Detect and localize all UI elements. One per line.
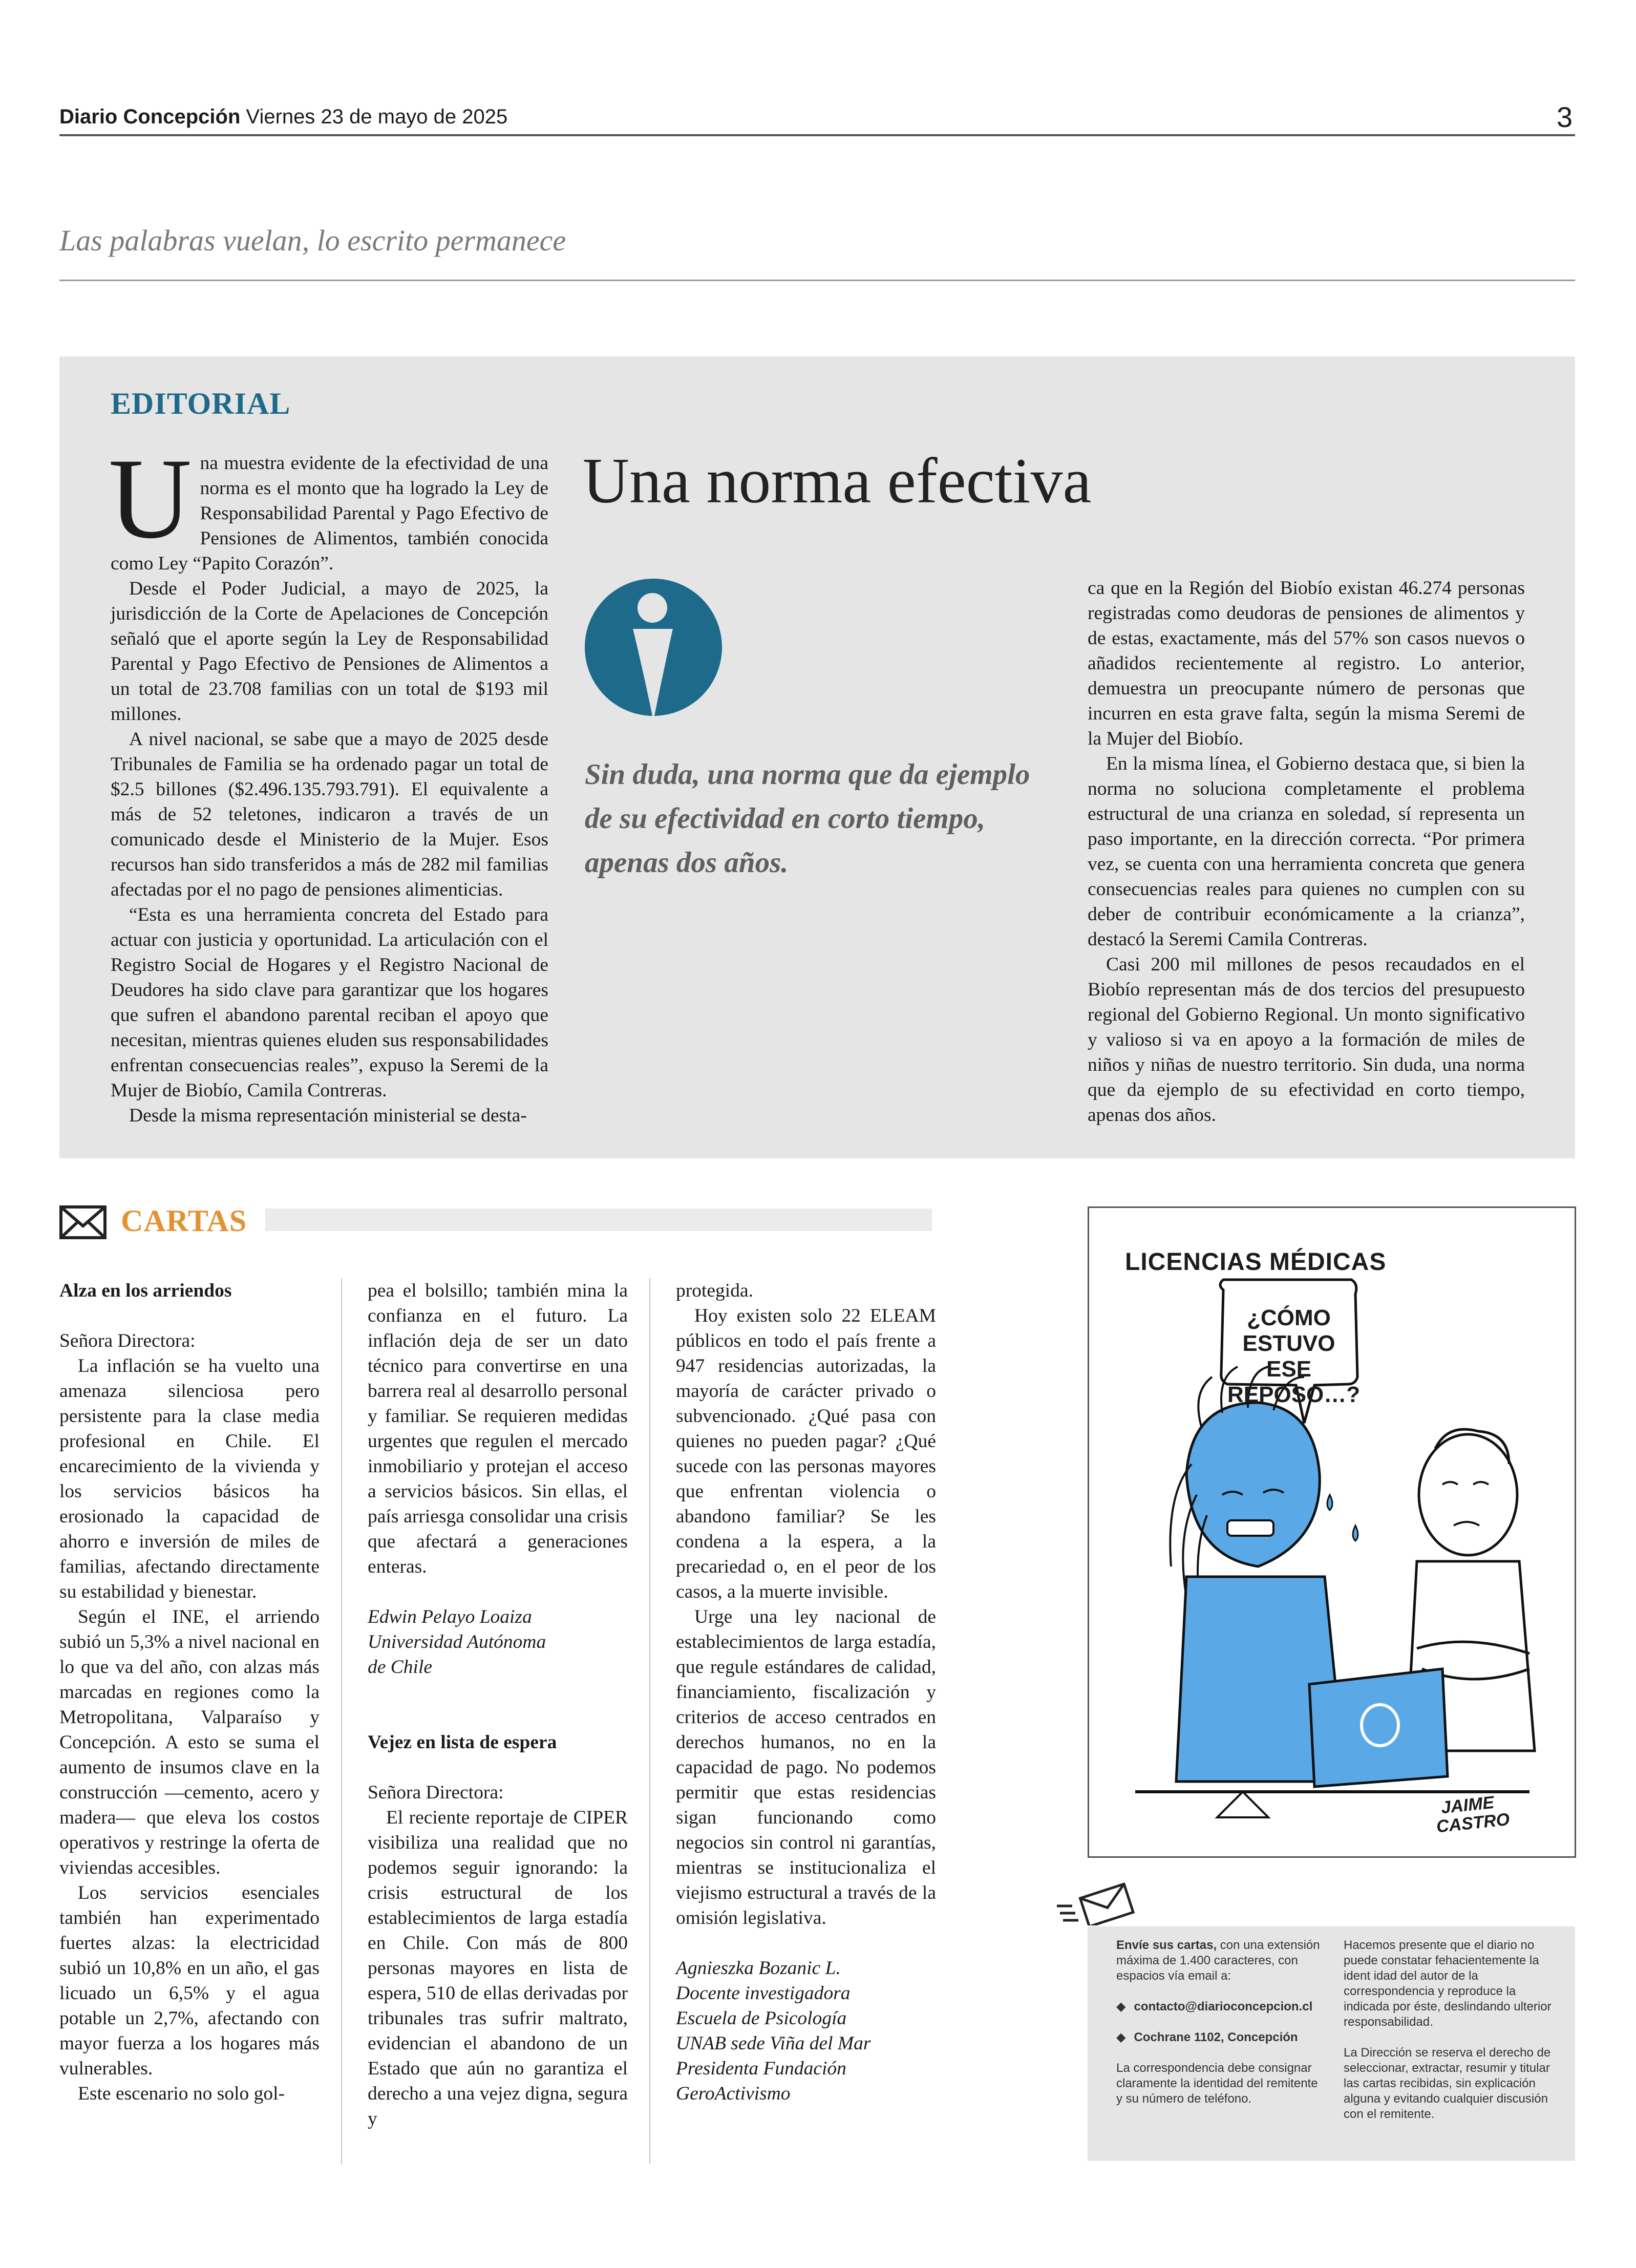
letter-signature-line: Escuela de Psicología bbox=[676, 2008, 847, 2029]
info-icon-dot bbox=[638, 593, 667, 623]
letters-column-2 bbox=[368, 1278, 628, 2131]
editorial-column-3 bbox=[1088, 576, 1525, 1128]
letter-title: Alza en los arriendos bbox=[59, 1280, 232, 1301]
letter-signature-line: de Chile bbox=[368, 1657, 433, 1678]
submission-instructions bbox=[1116, 1938, 1327, 2122]
letter-signature-line: UNAB sede Viña del Mar bbox=[676, 2033, 871, 2054]
section-slogan: Las palabras vuelan, lo escrito permanece bbox=[59, 224, 566, 257]
letter-paragraph: Los servicios esenciales también han experimentado fuertes alzas: la electricidad subió un 10,8% en un año, el gas licuado un 6,5% y el agua potable un 2,7%, afectando con mayor fuerza a los hogares más vulnerables. bbox=[59, 1882, 320, 2079]
letter-salutation: Señora Directora: bbox=[59, 1330, 196, 1351]
drop-cap: U bbox=[109, 434, 192, 562]
cartoon-frame bbox=[1088, 1206, 1576, 1858]
send-mail-icon bbox=[1055, 1882, 1137, 1925]
envelope-icon bbox=[59, 1205, 107, 1239]
letter-paragraph: El reciente reportaje de CIPER visibiliza una realidad que no podemos seguir ignorando: la crisis estructural de los establecimientos de larga estadía en Chile. Con más de 800 personas mayores en lista de espera, 510 de ellas derivadas por tribunales tras sufrir maltrato, evidencian el abandono de un Estado que aún no garantiza el derecho a una vejez digna, segura y bbox=[368, 1807, 628, 2129]
letter-paragraph: La inflación se ha vuelto una amenaza silenciosa pero persistente para la clase media profesional en Chile. El encarecimiento de la vivienda y los servicios básicos ha erosionado la capacidad de ahorro e inversión de miles de familias, afectando directamente su estabilidad y bienestar. bbox=[59, 1355, 320, 1602]
letter-title: Vejez en lista de espera bbox=[368, 1732, 557, 1753]
letter-paragraph: Según el INE, el arriendo subió un 5,3% a nivel nacional en lo que va del año, con alzas más marcadas en regiones como la Metropolitana, Valparaíso y Concepción. A esto se suma el aumento de insumos clave en la construcción —cemento, acero y madera— que eleva los costos operativos y restringe la oferta de viviendas accesibles. bbox=[59, 1606, 320, 1878]
submission-address: ◆ Cochrane 1102, Concepción bbox=[1116, 2030, 1327, 2045]
editorial-section-label: EDITORIAL bbox=[111, 387, 291, 420]
column-divider bbox=[649, 1278, 650, 2164]
editorial-paragraph: A nivel nacional, se sabe que a mayo de 2025 desde Tribunales de Familia se ha ordenado pagar un total de $2.5 billones ($2.496.135.793.791). El equivalente a más de 52 teletones, indicaron a través de un comunicado desde el Ministerio de la Mujer. Esos recursos han sido transferidos a más de 282 mil familias afectadas por el no pago de pensiones alimenticias. bbox=[111, 729, 548, 900]
letters-column-3 bbox=[676, 1278, 936, 2106]
editorial-paragraph: Una muestra evidente de la efectividad de una norma es el monto que ha logrado la Ley de Responsabilidad Parental y Pago Efectivo de Pensiones de Alimentos, también conocida como Ley “Papito Corazón”. bbox=[109, 434, 548, 574]
editorial-pullquote: Sin duda, una norma que da ejemplo de su efectividad en corto tiempo, apenas dos años. bbox=[585, 758, 1030, 879]
disclaimer-paragraph: Hacemos presente que el diario no puede constatar fehacientemente la ident idad del autor de la correspondencia y reproduce la indicada por éste, deslindando ulterior responsabilidad. bbox=[1344, 1938, 1552, 2029]
masthead-date: Viernes 23 de mayo de 2025 bbox=[246, 105, 508, 128]
editorial-paragraph: Desde la misma representación ministerial se desta- bbox=[129, 1105, 527, 1126]
editorial-headline: Una norma efectiva bbox=[583, 446, 1092, 517]
letter-signature-line: Agnieszka Bozanic L. bbox=[676, 1958, 841, 1979]
letter-signature-line: Edwin Pelayo Loaiza bbox=[368, 1606, 532, 1627]
column-divider bbox=[341, 1278, 342, 2164]
letter-signature-line: GeroActivismo bbox=[676, 2083, 791, 2104]
editorial-paragraph: ca que en la Región del Biobío existan 46.274 personas registradas como deudoras de pensiones de alimentos y de estas, exactamente, más del 57% son casos nuevos o añadidos recientemente al registro. Lo anterior, demuestra un preocupante número de personas que incurren en esta grave falta, según la misma Seremi de la Mujer del Biobío. bbox=[1088, 578, 1525, 749]
letter-signature-line: Presidenta Fundación bbox=[676, 2058, 846, 2079]
page-number: 3 bbox=[1557, 101, 1573, 133]
cartas-section-label: CARTAS bbox=[121, 1204, 247, 1238]
letters-column-1 bbox=[59, 1278, 320, 2106]
letter-paragraph: Hoy existen solo 22 ELEAM públicos en todo el país frente a 947 residencias autorizadas, la mayoría de carácter privado o subvencionado. ¿Qué pasa con quienes no pueden pagar? ¿Qué sucede con las personas mayores que enfrentan violencia o abandono familiar? Se les condena a la espera, a la precariedad o, en el peor de los casos, a la muerte invisible. bbox=[676, 1305, 936, 1602]
letter-paragraph: Este escenario no solo gol- bbox=[78, 2083, 285, 2104]
submission-email: ◆ contacto@diarioconcepcion.cl bbox=[1116, 1999, 1327, 2015]
submission-disclaimer bbox=[1344, 1938, 1559, 2137]
letter-paragraph: Urge una ley nacional de establecimientos de larga estadía, que regule estándares de calidad, financiamiento, fiscalización y criterios de acceso centrados en derechos humanos, no en la capacidad de pago. No podemos permitir que estas residencias sigan funcionando como negocios sin control ni garantías, mientras se institucionaliza el viejismo estructural a través de la omisión legislativa. bbox=[676, 1606, 936, 1928]
submission-note: La correspondencia debe consignar claramente la identidad del remitente y su número de teléfono. bbox=[1116, 2061, 1318, 2106]
letter-paragraph: protegida. bbox=[676, 1280, 753, 1301]
masthead bbox=[59, 105, 507, 129]
cartoonist-signature: JAIME CASTRO bbox=[1435, 1792, 1511, 1837]
info-icon-stem bbox=[633, 629, 673, 721]
disclaimer-paragraph: La Dirección se reserva el derecho de seleccionar, extractar, resumir y titular las cartas recibidas, sin explicación alguna y evitando cualquier discusión con el remitente. bbox=[1344, 2046, 1551, 2121]
masthead-name: Diario Concepción bbox=[59, 105, 241, 128]
cartoon-title: LICENCIAS MÉDICAS bbox=[1125, 1248, 1387, 1276]
editorial-paragraph: En la misma línea, el Gobierno destaca que, si bien la norma no soluciona completamente el problema estructural de una crianza en soledad, sí representa un paso importante, en la dirección correcta. “Por primera vez, se cuenta con una herramienta concreta que genera consecuencias reales para quienes no cumplen con su deber de contribuir económicamente a la crianza”, destacó la Seremi Camila Contreras. bbox=[1088, 753, 1525, 950]
letter-paragraph: pea el bolsillo; también mina la confianza en el futuro. La inflación deja de ser un dato técnico para convertirse en una barrera real al desarrollo personal y familiar. Se requieren medidas urgentes que regulen el mercado inmobiliario y protejan el acceso a servicios básicos. Sin ellas, el país arriesga consolidar una crisis que afectará a generaciones enteras. bbox=[368, 1280, 628, 1577]
letter-salutation: Señora Directora: bbox=[368, 1782, 504, 1803]
header-divider bbox=[59, 134, 1575, 136]
letter-signature-line: Universidad Autónoma bbox=[368, 1631, 546, 1652]
letter-signature-line: Docente investigadora bbox=[676, 1983, 851, 2004]
cartoon-speech-bubble: ¿CÓMO ESTUVO ESE REPOSO…? bbox=[1227, 1305, 1361, 1407]
submission-intro: Envíe sus cartas, con una extensión máxima de 1.400 caracteres, con espacios vía email a: bbox=[1116, 1938, 1320, 1983]
editorial-paragraph: Casi 200 mil millones de pesos recaudados en el Biobío representan más de dos tercios del presupuesto regional del Gobierno Regional. Un monto significativo y valioso si va en apoyo a la formación de miles de niños y niñas de nuestro territorio. Sin duda, una norma que da ejemplo de su efectividad en corto tiempo, apenas dos años. bbox=[1088, 954, 1525, 1126]
slogan-divider bbox=[59, 280, 1575, 281]
editorial-column-1 bbox=[109, 434, 548, 1128]
editorial-paragraph: Desde el Poder Judicial, a mayo de 2025, la jurisdicción de la Corte de Apelaciones de Concepción señaló que el aporte según la Ley de Responsabilidad Parental y Pago Efectivo de Pensiones de Alimentos a un total de 23.708 familias con un total de $193 mil millones. bbox=[111, 578, 548, 725]
editorial-paragraph: “Esta es una herramienta concreta del Estado para actuar con justicia y oportunidad. La articulación con el Registro Social de Hogares y el Registro Nacional de Deudores ha sido clave para garantizar que los hogares que sufren el abandono parental reciban el apoyo que necesitan, mientras quienes eluden sus responsabilidades enfrentan consecuencias reales”, expuso la Seremi de la Mujer de Biobío, Camila Contreras. bbox=[111, 904, 548, 1101]
cartas-header-bar bbox=[265, 1209, 932, 1231]
